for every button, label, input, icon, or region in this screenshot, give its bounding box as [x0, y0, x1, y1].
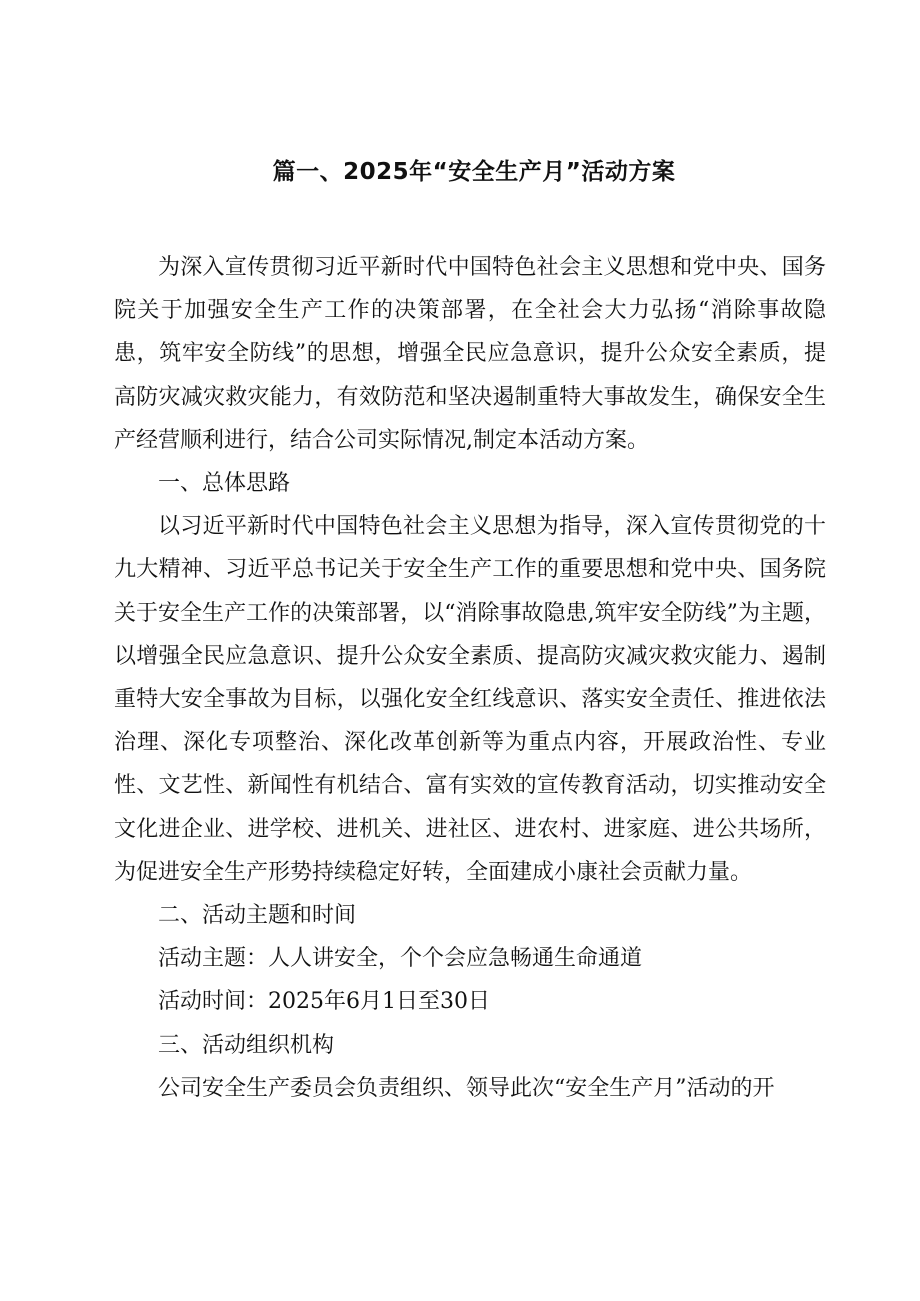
- activity-theme: 活动主题：人人讲安全，个个会应急畅通生命通道: [158, 946, 643, 972]
- section-1-heading: 一、总体思路: [158, 471, 291, 497]
- section-3-heading: 三、活动组织机构: [158, 1032, 335, 1058]
- activity-time: 活动时间：2025年6月1日至30日: [158, 989, 490, 1015]
- section-3-paragraph: 公司安全生产委员会负责组织、领导此次“安全生产月”活动的开: [158, 1075, 775, 1101]
- intro-paragraph: 为深入宣传贯彻习近平新时代中国特色社会主义思想和党中央、国务院关于加强安全生产工作的决策部署，在全社会大力弘扬“消除事故隐患，筑牢安全防线”的思想，增强全民应急意识，提升公众安全素质，提高防灾减灾救灾能力，有效防范和坚决遏制重特大事故发生，确保安全生产经营顺利进行，结合公司实际情况,制定本活动方案。: [114, 255, 826, 453]
- document-body: [114, 246, 826, 1110]
- section-1-paragraph: 以习近平新时代中国特色社会主义思想为指导，深入宣传贯彻党的十九大精神、习近平总书记关于安全生产工作的重要思想和党中央、国务院关于安全生产工作的决策部署，以“消除事故隐患,筑牢安全防线”为主题，以增强全民应急意识、提升公众安全素质、提高防灾减灾救灾能力、遏制重特大安全事故为目标，以强化安全红线意识、落实安全责任、推进依法治理、深化专项整治、深化改革创新等为重点内容，开展政治性、专业性、文艺性、新闻性有机结合、富有实效的宣传教育活动，切实推动安全文化进企业、进学校、进机关、进社区、进农村、进家庭、进公共场所，为促进安全生产形势持续稳定好转，全面建成小康社会贡献力量。: [114, 514, 826, 885]
- document-title: 篇一、2025年“安全生产月”活动方案: [272, 159, 676, 185]
- section-2-heading: 二、活动主题和时间: [158, 903, 357, 929]
